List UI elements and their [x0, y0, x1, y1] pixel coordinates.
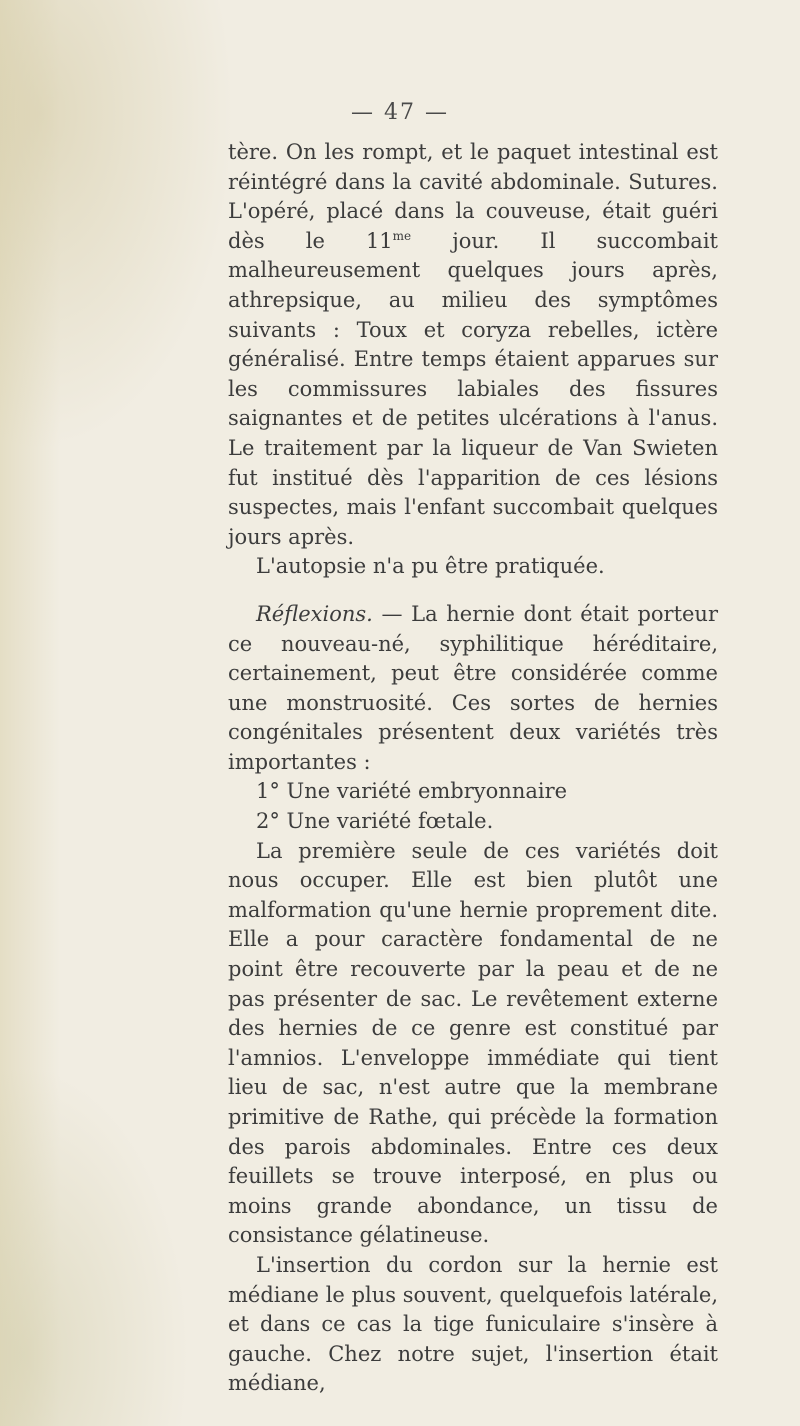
paragraph-text: jour. Il succombait malheureusement quelques jours après, athrepsique, au milieu des symptômes suivants : Toux et coryza rebelles, ictère généralisé. Entre temps étaient apparues sur les commissures labiales des fissures saignantes et de petites ulcérations à l'anus. Le traitement par la liqueur de Van Swieten fut institué dès l'apparition de ces lésions suspectes, mais l'enfant succombait quelques jours après.: [228, 228, 718, 549]
body-text: [228, 138, 718, 1399]
paragraph-case-end: [228, 138, 718, 552]
paragraph-cord-insertion: L'insertion du cordon sur la hernie est médiane le plus souvent, quelquefois latérale, et dans ce cas la tige funiculaire s'insère à gauche. Chez notre sujet, l'insertion était médiane,: [228, 1252, 718, 1396]
superscript: me: [392, 228, 412, 243]
paragraph-text: tère. On les rompt, et le paquet intestinal est réintégré dans la cavité abdominale. Sutures. L'opéré, placé dans la couveuse, était guéri dès le 11: [228, 140, 718, 253]
section-heading: Réflexions.: [256, 601, 373, 626]
paragraph-gap: [228, 582, 718, 600]
paragraph-text: — La hernie dont était porteur ce nouveau-né, syphilitique héréditaire, certainement, peut être considérée comme une monstruosité. Ces sortes de hernies congénitales présentent deux variétés très importantes :: [228, 601, 718, 774]
list-item: 1° Une variété embryonnaire: [256, 779, 568, 804]
paragraph-reflexions: [228, 600, 718, 778]
paragraph-first-variety: La première seule de ces variétés doit nous occuper. Elle est bien plutôt une malformation qu'une hernie proprement dite. Elle a pour caractère fondamental de ne point être recouverte par la peau et de ne pas présenter de sac. Le revêtement externe des hernies de ce genre est constitué par l'amnios. L'enveloppe immédiate qui tient lieu de sac, n'est autre que la membrane primitive de Rathe, qui précède la formation des parois abdominales. Entre ces deux feuillets se trouve interposé, en plus ou moins grande abondance, un tissu de consistance gélatineuse.: [228, 838, 718, 1248]
page-number: — 47 —: [351, 100, 449, 125]
list-item: 2° Une variété fœtale.: [256, 809, 494, 834]
paragraph-autopsy: L'autopsie n'a pu être pratiquée.: [256, 554, 605, 579]
